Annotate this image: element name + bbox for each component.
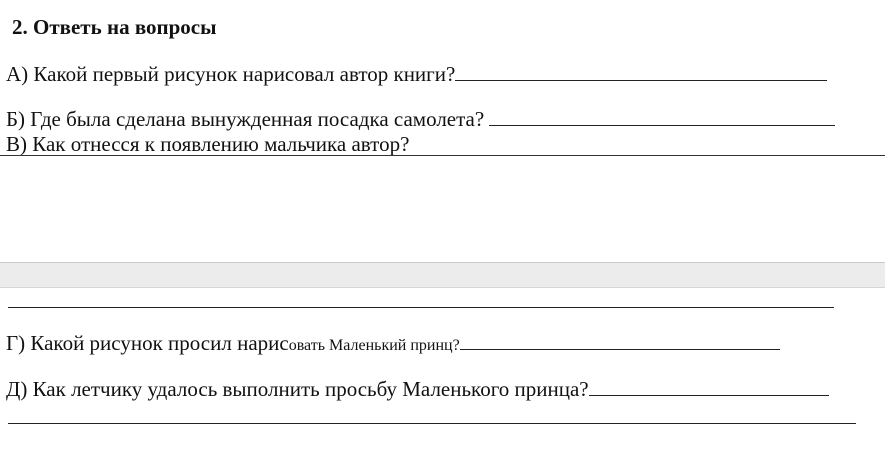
answer-line-v-continued — [8, 307, 834, 308]
question-g — [6, 330, 780, 359]
question-b-text: Б) Где была сделана вынужденная посадка самолета? — [6, 107, 485, 131]
section-title: 2. Ответь на вопросы — [12, 15, 217, 39]
question-v — [6, 131, 409, 157]
answer-line-d-continued — [8, 423, 856, 424]
question-a-text: А) Какой первый рисунок нарисовал автор книги? — [6, 62, 456, 86]
question-a — [6, 61, 827, 87]
question-g-text-small: овать Маленький принц? — [288, 337, 460, 354]
answer-line-b — [489, 107, 835, 126]
question-d — [6, 376, 829, 402]
answer-line-a — [455, 62, 827, 81]
answer-line-v — [0, 155, 885, 156]
answer-line-d — [589, 377, 829, 396]
question-b — [6, 106, 835, 132]
question-v-text: В) Как отнесся к появлению мальчика автор? — [6, 132, 410, 156]
question-d-text: Д) Как летчику удалось выполнить просьбу Маленького принца? — [6, 377, 589, 401]
page-break — [0, 262, 885, 288]
question-g-text: Г) Какой рисунок просил нарис — [6, 331, 289, 355]
answer-line-g — [460, 331, 780, 350]
